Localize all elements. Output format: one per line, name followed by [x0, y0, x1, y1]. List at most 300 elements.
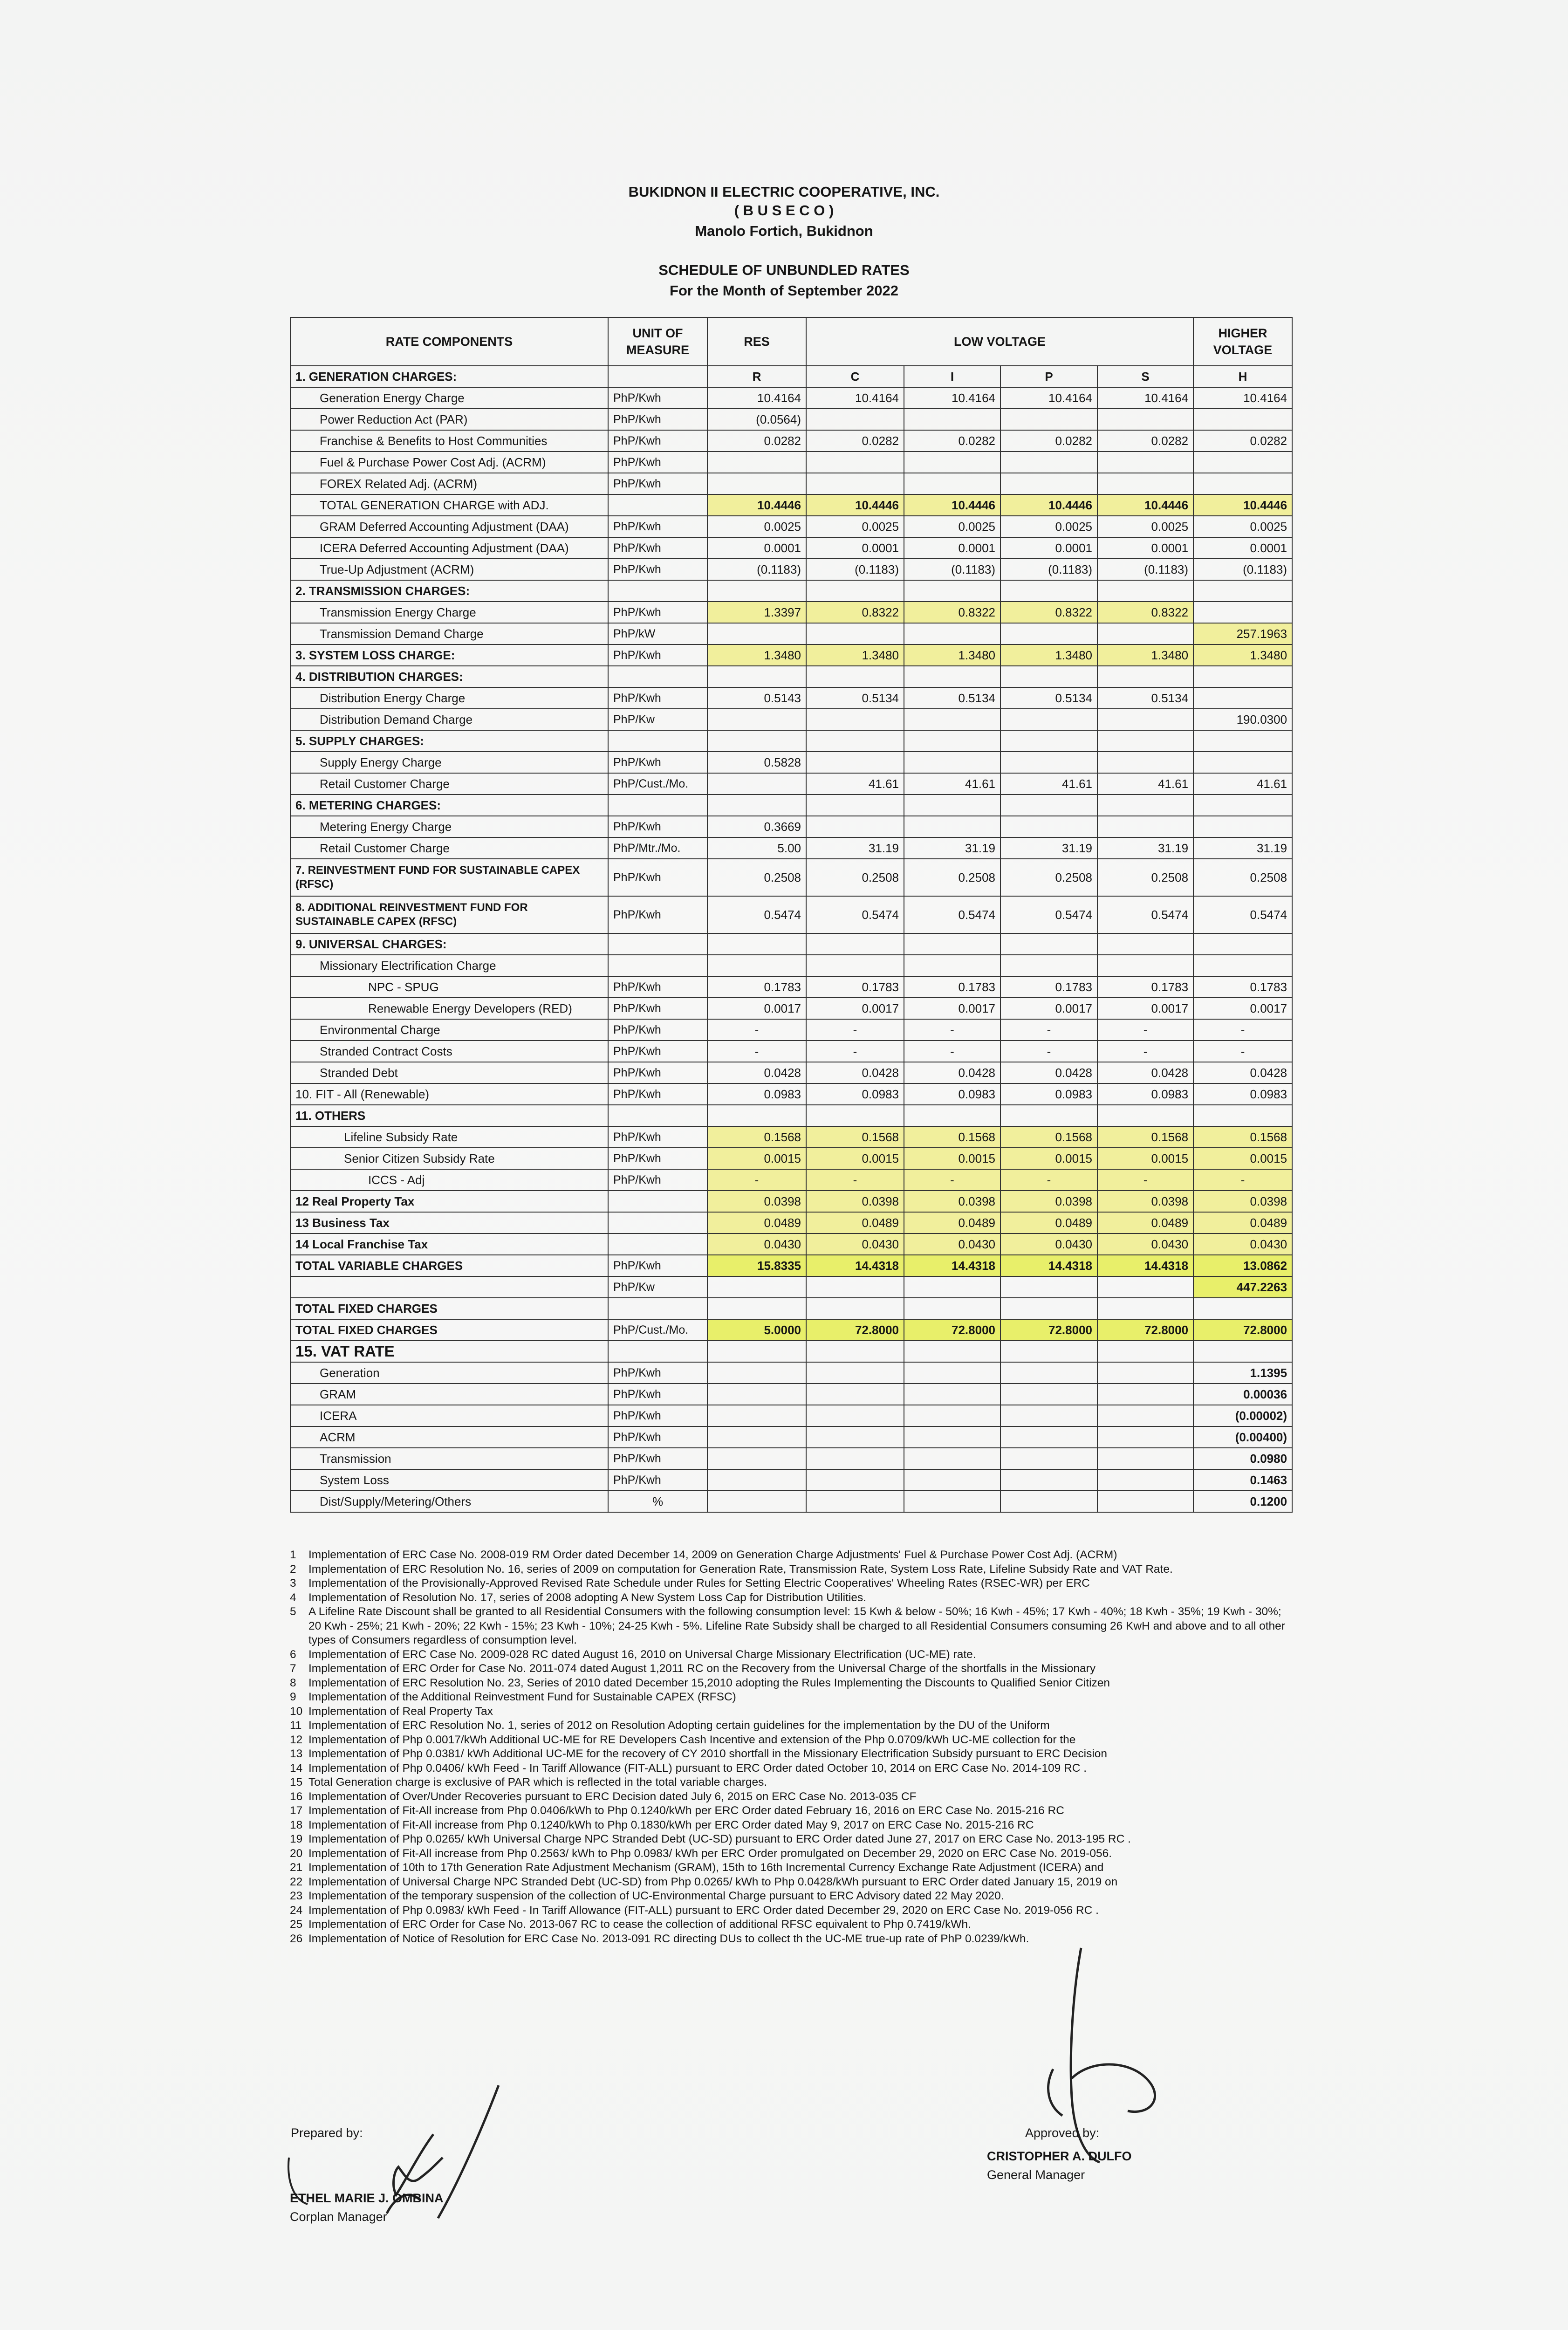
- rate-value: 1.3480: [1193, 644, 1292, 666]
- rate-value: [904, 933, 1000, 955]
- rate-value: 10.4164: [1097, 387, 1193, 409]
- table-row: [290, 709, 1292, 730]
- rate-value: [1097, 666, 1193, 687]
- rate-value: [707, 473, 806, 494]
- footnote-text: Implementation of Universal Charge NPC Stranded Debt (UC-SD) from Php 0.0265/ kWh to Php 0.0428/kWh pursuant to ERC Order dated January 15, 2019 on: [308, 1875, 1118, 1888]
- rate-value: 1.1395: [1193, 1362, 1292, 1384]
- row-label: 11. OTHERS: [290, 1105, 608, 1126]
- rate-value: 0.1783: [707, 976, 806, 998]
- row-label: 7. REINVESTMENT FUND FOR SUSTAINABLE CAPEX (RFSC): [290, 859, 608, 896]
- rate-value: [707, 623, 806, 644]
- rate-value: 1.3480: [806, 644, 904, 666]
- rate-value: 0.0282: [1097, 430, 1193, 452]
- rate-value: [1000, 473, 1097, 494]
- rate-value: 14.4318: [806, 1255, 904, 1276]
- rate-value: 72.8000: [806, 1319, 904, 1341]
- document-title: SCHEDULE OF UNBUNDLED RATES: [658, 262, 910, 278]
- rate-value: 0.0983: [707, 1083, 806, 1105]
- row-unit: PhP/Kwh: [608, 644, 707, 666]
- row-unit: [608, 955, 707, 976]
- row-unit: PhP/Mtr./Mo.: [608, 837, 707, 859]
- rate-value: [1000, 409, 1097, 430]
- rate-value: 0.0025: [904, 516, 1000, 537]
- rate-value: 0.0983: [1000, 1083, 1097, 1105]
- rate-value: [1000, 580, 1097, 602]
- row-unit: PhP/Kwh: [608, 1148, 707, 1169]
- row-unit: PhP/Kwh: [608, 896, 707, 933]
- table-row: [290, 644, 1292, 666]
- rate-value: [1097, 1469, 1193, 1491]
- rate-value: 0.0428: [1000, 1062, 1097, 1083]
- rate-value: 257.1963: [1193, 623, 1292, 644]
- rate-value: 0.0015: [1000, 1148, 1097, 1169]
- rate-value: 0.2508: [707, 859, 806, 896]
- row-unit: PhP/Kwh: [608, 430, 707, 452]
- rate-value: [1193, 1298, 1292, 1319]
- rate-value: 0.5134: [904, 687, 1000, 709]
- row-label: ICERA: [290, 1405, 608, 1426]
- rate-value: [1097, 1341, 1193, 1362]
- rate-value: [707, 795, 806, 816]
- rate-value: 0.0430: [1000, 1234, 1097, 1255]
- table-row: [290, 1041, 1292, 1062]
- rate-value: [904, 730, 1000, 752]
- footnote: [290, 1904, 1292, 1918]
- row-unit: PhP/Kw: [608, 709, 707, 730]
- rate-value: 0.0001: [904, 537, 1000, 559]
- rate-value: 0.0001: [806, 537, 904, 559]
- row-unit: [608, 494, 707, 516]
- rate-value: [1097, 452, 1193, 473]
- rate-value: [1097, 709, 1193, 730]
- rate-value: [806, 1298, 904, 1319]
- footnote-text: Implementation of the temporary suspension of the collection of UC-Environmental Charge pursuant to ERC Advisory dated 22 May 2020.: [308, 1890, 1004, 1902]
- rate-value: [707, 1384, 806, 1405]
- rate-value: 10.4446: [1193, 494, 1292, 516]
- rate-value: 0.0015: [1193, 1148, 1292, 1169]
- rate-value: 0.5474: [1000, 896, 1097, 933]
- footnote-text: Implementation of Fit-All increase from Php 0.1240/kWh to Php 0.1830/kWh per ERC Order dated May 9, 2017 on ERC Case No. 2015-216 RC: [308, 1818, 1034, 1831]
- row-label: Stranded Debt: [290, 1062, 608, 1083]
- rate-value: [904, 473, 1000, 494]
- footnote: [290, 1804, 1292, 1818]
- rate-value: -: [1097, 1169, 1193, 1191]
- rate-value: 0.1783: [806, 976, 904, 998]
- rate-value: 0.8322: [1000, 602, 1097, 623]
- table-row: [290, 896, 1292, 933]
- footnote-text: Implementation of Php 0.0265/ kWh Universal Charge NPC Stranded Debt (UC-SD) pursuant to ERC Order dated June 27, 2017 on ERC Case No. 2013-195 RC .: [308, 1833, 1131, 1845]
- rate-value: 0.5474: [1193, 896, 1292, 933]
- rate-value: -: [806, 1169, 904, 1191]
- rate-value: -: [1193, 1041, 1292, 1062]
- rate-value: [904, 816, 1000, 837]
- rate-value: 10.4446: [806, 494, 904, 516]
- rate-value: R: [707, 366, 806, 387]
- row-label: Power Reduction Act (PAR): [290, 409, 608, 430]
- rate-value: [806, 1276, 904, 1298]
- footnote: [290, 1889, 1292, 1904]
- rate-value: [707, 730, 806, 752]
- footnote: [290, 1605, 1292, 1648]
- rate-value: -: [1097, 1019, 1193, 1041]
- rate-value: [904, 1448, 1000, 1469]
- footnote-number: 11: [290, 1719, 302, 1732]
- footnote: [290, 1662, 1292, 1676]
- rate-value: 72.8000: [1193, 1319, 1292, 1341]
- rate-value: 0.1568: [1097, 1126, 1193, 1148]
- rate-value: (0.1183): [1097, 559, 1193, 580]
- rate-value: [1000, 1105, 1097, 1126]
- footnote: [290, 1747, 1292, 1761]
- rate-value: [904, 666, 1000, 687]
- row-unit: PhP/Cust./Mo.: [608, 773, 707, 795]
- rate-value: [806, 1491, 904, 1512]
- footnote: [290, 1918, 1292, 1932]
- rate-value: (0.1183): [1193, 559, 1292, 580]
- row-label: 15. VAT RATE: [290, 1341, 608, 1362]
- rate-value: 0.0980: [1193, 1448, 1292, 1469]
- rate-value: 0.5134: [1000, 687, 1097, 709]
- table-row: [290, 1105, 1292, 1126]
- rate-value: 5.0000: [707, 1319, 806, 1341]
- row-label: 5. SUPPLY CHARGES:: [290, 730, 608, 752]
- rate-value: 0.0489: [806, 1212, 904, 1234]
- footnote-text: A Lifeline Rate Discount shall be granted to all Residential Consumers with the following consumption level: 15 Kwh & below - 50%; 16 Kwh - 45%; 17 Kwh - 40%; 18 Kwh - 35%; 19 Kwh - 30%; 20 Kwh - 25%; 21 Kwh - 20%; 22 Kwh - 15%; 23 Kwh - 10%; 24-25 Kwh - 5%. Lifeline Rate Subsidy shall be charged to all Residential Consumers consuming 26 KwH and above and to all other types of Consumers regardless of consumption level.: [308, 1605, 1285, 1646]
- footnote-text: Implementation of ERC Order for Case No. 2013-067 RC to cease the collection of additional RFSC equivalent to Php 0.7419/kWh.: [308, 1918, 971, 1931]
- rate-value: [904, 1384, 1000, 1405]
- rate-value: [806, 1384, 904, 1405]
- footnote: [290, 1847, 1292, 1861]
- rate-value: [707, 1105, 806, 1126]
- rate-value: [1193, 452, 1292, 473]
- table-row: [290, 1083, 1292, 1105]
- rate-value: 0.1783: [1097, 976, 1193, 998]
- rate-value: -: [806, 1019, 904, 1041]
- rate-value: 0.0025: [1000, 516, 1097, 537]
- rate-value: [904, 1341, 1000, 1362]
- approved-by-title: General Manager: [987, 2168, 1085, 2182]
- rate-value: [806, 623, 904, 644]
- row-label: Fuel & Purchase Power Cost Adj. (ACRM): [290, 452, 608, 473]
- table-row: [290, 795, 1292, 816]
- row-label: [290, 1276, 608, 1298]
- row-label: Transmission: [290, 1448, 608, 1469]
- table-row: [290, 1019, 1292, 1041]
- rate-value: [904, 709, 1000, 730]
- prepared-by-title: Corplan Manager: [290, 2210, 387, 2224]
- footnote: [290, 1733, 1292, 1748]
- table-row: [290, 816, 1292, 837]
- rate-value: 0.0017: [806, 998, 904, 1019]
- rate-value: 0.0430: [707, 1234, 806, 1255]
- row-label: TOTAL FIXED CHARGES: [290, 1298, 608, 1319]
- footnote-number: 22: [290, 1875, 303, 1888]
- rate-value: [707, 773, 806, 795]
- row-unit: PhP/Kwh: [608, 452, 707, 473]
- rate-value: [1097, 955, 1193, 976]
- row-unit: PhP/Kwh: [608, 687, 707, 709]
- table-row: [290, 494, 1292, 516]
- footnote-number: 19: [290, 1833, 303, 1845]
- rate-value: [904, 1491, 1000, 1512]
- footnote-text: Implementation of the Additional Reinvestment Fund for Sustainable CAPEX (RFSC): [308, 1691, 736, 1703]
- rate-value: [1193, 933, 1292, 955]
- rate-value: [1000, 1298, 1097, 1319]
- rate-value: [707, 955, 806, 976]
- rate-value: [1000, 1405, 1097, 1426]
- rate-value: 0.5134: [1097, 687, 1193, 709]
- rate-value: (0.1183): [806, 559, 904, 580]
- rate-value: [1000, 452, 1097, 473]
- table-row: [290, 666, 1292, 687]
- table-row: [290, 1426, 1292, 1448]
- footnote-text: Implementation of Fit-All increase from Php 0.2563/ kWh to Php 0.0983/ kWh per ERC Order promulgated on December 29, 2020 on ERC Case No. 2019-056.: [308, 1847, 1112, 1860]
- rate-value: -: [1097, 1041, 1193, 1062]
- row-label: TOTAL VARIABLE CHARGES: [290, 1255, 608, 1276]
- table-row: [290, 752, 1292, 773]
- row-unit: %: [608, 1491, 707, 1512]
- rate-value: 0.0430: [904, 1234, 1000, 1255]
- rate-value: 0.1568: [1193, 1126, 1292, 1148]
- footnote-number: 4: [290, 1591, 296, 1604]
- rate-value: 41.61: [904, 773, 1000, 795]
- table-row: [290, 859, 1292, 896]
- rate-value: 0.0017: [1193, 998, 1292, 1019]
- rate-value: [1000, 955, 1097, 976]
- rate-value: 0.0282: [1193, 430, 1292, 452]
- footnote-number: 2: [290, 1562, 296, 1576]
- row-label: GRAM: [290, 1384, 608, 1405]
- table-row: [290, 1298, 1292, 1319]
- rate-value: -: [904, 1041, 1000, 1062]
- rate-value: [707, 666, 806, 687]
- footnote-number: 8: [290, 1676, 296, 1689]
- rate-value: 10.4164: [904, 387, 1000, 409]
- footnote-number: 5: [290, 1605, 296, 1618]
- row-unit: [608, 366, 707, 387]
- footnote-number: 21: [290, 1861, 303, 1874]
- row-label: Supply Energy Charge: [290, 752, 608, 773]
- row-label: Stranded Contract Costs: [290, 1041, 608, 1062]
- footnote-number: 16: [290, 1790, 303, 1803]
- rate-value: [806, 409, 904, 430]
- rate-value: [707, 1426, 806, 1448]
- rate-value: -: [1000, 1019, 1097, 1041]
- rate-value: 10.4164: [1000, 387, 1097, 409]
- rate-value: P: [1000, 366, 1097, 387]
- row-unit: [608, 933, 707, 955]
- rate-value: 31.19: [1097, 837, 1193, 859]
- table-row: [290, 430, 1292, 452]
- header-low-voltage: LOW VOLTAGE: [806, 317, 1193, 366]
- table-row: [290, 730, 1292, 752]
- rate-value: [904, 1105, 1000, 1126]
- row-label: 1. GENERATION CHARGES:: [290, 366, 608, 387]
- rate-value: 0.0428: [1193, 1062, 1292, 1083]
- row-unit: PhP/Kwh: [608, 516, 707, 537]
- table-row: [290, 1362, 1292, 1384]
- footnote-text: Total Generation charge is exclusive of PAR which is reflected in the total variable charges.: [308, 1776, 767, 1789]
- rate-value: 41.61: [1097, 773, 1193, 795]
- row-label: Franchise & Benefits to Host Communities: [290, 430, 608, 452]
- rate-value: [1097, 816, 1193, 837]
- rate-value: [806, 730, 904, 752]
- footnote-text: Implementation of ERC Case No. 2009-028 RC dated August 16, 2010 on Universal Charge Missionary Electrification (UC-ME) rate.: [308, 1648, 976, 1661]
- row-unit: [608, 1191, 707, 1212]
- rate-value: [806, 666, 904, 687]
- footnotes: [290, 1548, 1292, 1946]
- footnote: [290, 1562, 1292, 1577]
- rate-value: 0.8322: [806, 602, 904, 623]
- row-label: Retail Customer Charge: [290, 773, 608, 795]
- company-name: BUKIDNON II ELECTRIC COOPERATIVE, INC.: [628, 184, 940, 200]
- header-res: RES: [707, 317, 806, 366]
- row-unit: PhP/Kwh: [608, 1126, 707, 1148]
- rate-value: [1193, 1341, 1292, 1362]
- rate-value: [1097, 623, 1193, 644]
- rate-value: -: [707, 1169, 806, 1191]
- row-unit: PhP/Kwh: [608, 1448, 707, 1469]
- footnote: [290, 1648, 1292, 1662]
- rate-value: [707, 1469, 806, 1491]
- rate-value: [1193, 816, 1292, 837]
- row-label: System Loss: [290, 1469, 608, 1491]
- rate-value: 0.00036: [1193, 1384, 1292, 1405]
- table-row: [290, 516, 1292, 537]
- rate-value: 0.0983: [1193, 1083, 1292, 1105]
- row-unit: PhP/Kwh: [608, 1384, 707, 1405]
- row-unit: PhP/Kwh: [608, 473, 707, 494]
- rate-value: [1193, 666, 1292, 687]
- rate-value: [1097, 933, 1193, 955]
- footnote: [290, 1690, 1292, 1705]
- rate-value: 0.0001: [1193, 537, 1292, 559]
- header-unit: UNIT OF MEASURE: [608, 317, 707, 366]
- table-row: [290, 1384, 1292, 1405]
- rate-value: 41.61: [1000, 773, 1097, 795]
- rate-value: H: [1193, 366, 1292, 387]
- footnote-number: 13: [290, 1748, 303, 1760]
- footnote-number: 25: [290, 1918, 303, 1931]
- rate-value: [1097, 1448, 1193, 1469]
- footnote: [290, 1790, 1292, 1804]
- table-row: [290, 837, 1292, 859]
- row-label: 9. UNIVERSAL CHARGES:: [290, 933, 608, 955]
- rate-value: (0.1183): [1000, 559, 1097, 580]
- rate-value: [1097, 1105, 1193, 1126]
- rate-value: 0.5134: [806, 687, 904, 709]
- rate-value: [1193, 730, 1292, 752]
- rate-value: 1.3480: [904, 644, 1000, 666]
- approved-by-name: CRISTOPHER A. DULFO: [987, 2149, 1132, 2163]
- rate-value: [1097, 1276, 1193, 1298]
- table-row: [290, 1469, 1292, 1491]
- rate-value: [1000, 1426, 1097, 1448]
- rate-value: [806, 816, 904, 837]
- table-row: [290, 1126, 1292, 1148]
- footnote-number: 12: [290, 1733, 303, 1746]
- rate-value: 0.0428: [904, 1062, 1000, 1083]
- company-acronym: ( B U S E C O ): [734, 202, 834, 219]
- rate-value: [904, 1276, 1000, 1298]
- row-unit: PhP/Kwh: [608, 1019, 707, 1041]
- table-row: [290, 1062, 1292, 1083]
- footnote-number: 24: [290, 1904, 303, 1917]
- rate-value: [1000, 1491, 1097, 1512]
- rate-value: [904, 1298, 1000, 1319]
- row-label: Transmission Energy Charge: [290, 602, 608, 623]
- rate-value: 5.00: [707, 837, 806, 859]
- rate-value: 447.2263: [1193, 1276, 1292, 1298]
- rate-value: [806, 580, 904, 602]
- rate-value: 0.0282: [1000, 430, 1097, 452]
- footnote-number: 26: [290, 1932, 303, 1945]
- table-row: [290, 1319, 1292, 1341]
- rate-value: [806, 1469, 904, 1491]
- row-unit: PhP/Kwh: [608, 1405, 707, 1426]
- table-row: [290, 452, 1292, 473]
- rate-value: 1.3397: [707, 602, 806, 623]
- row-label: TOTAL GENERATION CHARGE with ADJ.: [290, 494, 608, 516]
- row-unit: [608, 1234, 707, 1255]
- row-label: 14 Local Franchise Tax: [290, 1234, 608, 1255]
- rate-value: [707, 1276, 806, 1298]
- table-row: [290, 409, 1292, 430]
- rate-value: 0.0398: [1000, 1191, 1097, 1212]
- row-label: Generation Energy Charge: [290, 387, 608, 409]
- footnote-text: Implementation of Over/Under Recoveries pursuant to ERC Decision dated July 6, 2015 on ERC Case No. 2013-035 CF: [308, 1790, 917, 1803]
- rate-value: [1193, 687, 1292, 709]
- footnote: [290, 1775, 1292, 1790]
- rate-value: [707, 1341, 806, 1362]
- rate-value: 41.61: [1193, 773, 1292, 795]
- rate-value: [707, 709, 806, 730]
- rate-value: 0.0015: [707, 1148, 806, 1169]
- rate-value: [806, 452, 904, 473]
- header-rate-components: RATE COMPONENTS: [290, 317, 608, 366]
- rate-value: [1000, 1362, 1097, 1384]
- rate-value: [1097, 580, 1193, 602]
- footnote-text: Implementation of Php 0.0017/kWh Additional UC-ME for RE Developers Cash Incentive and extension of the Php 0.0709/kWh UC-ME collection for the: [308, 1733, 1076, 1746]
- rate-value: 0.0398: [904, 1191, 1000, 1212]
- rate-value: S: [1097, 366, 1193, 387]
- row-label: Dist/Supply/Metering/Others: [290, 1491, 608, 1512]
- table-row: [290, 1148, 1292, 1169]
- rate-value: [1193, 1105, 1292, 1126]
- rate-value: 0.1463: [1193, 1469, 1292, 1491]
- rate-value: 31.19: [1000, 837, 1097, 859]
- rate-value: 0.5828: [707, 752, 806, 773]
- rate-value: 0.3669: [707, 816, 806, 837]
- rate-value: 0.0025: [1193, 516, 1292, 537]
- table-row: [290, 1405, 1292, 1426]
- rate-value: 0.5474: [1097, 896, 1193, 933]
- row-unit: [608, 580, 707, 602]
- row-label: Distribution Energy Charge: [290, 687, 608, 709]
- rate-value: 31.19: [1193, 837, 1292, 859]
- rate-value: [1097, 1384, 1193, 1405]
- row-label: ICERA Deferred Accounting Adjustment (DAA): [290, 537, 608, 559]
- table-row: [290, 998, 1292, 1019]
- rate-value: 10.4164: [1193, 387, 1292, 409]
- rate-value: 0.5474: [806, 896, 904, 933]
- rate-value: 0.0398: [1097, 1191, 1193, 1212]
- rate-value: 0.1783: [904, 976, 1000, 998]
- row-label: 6. METERING CHARGES:: [290, 795, 608, 816]
- table-row: [290, 773, 1292, 795]
- footnote-text: Implementation of Real Property Tax: [308, 1705, 493, 1718]
- rate-value: [707, 1405, 806, 1426]
